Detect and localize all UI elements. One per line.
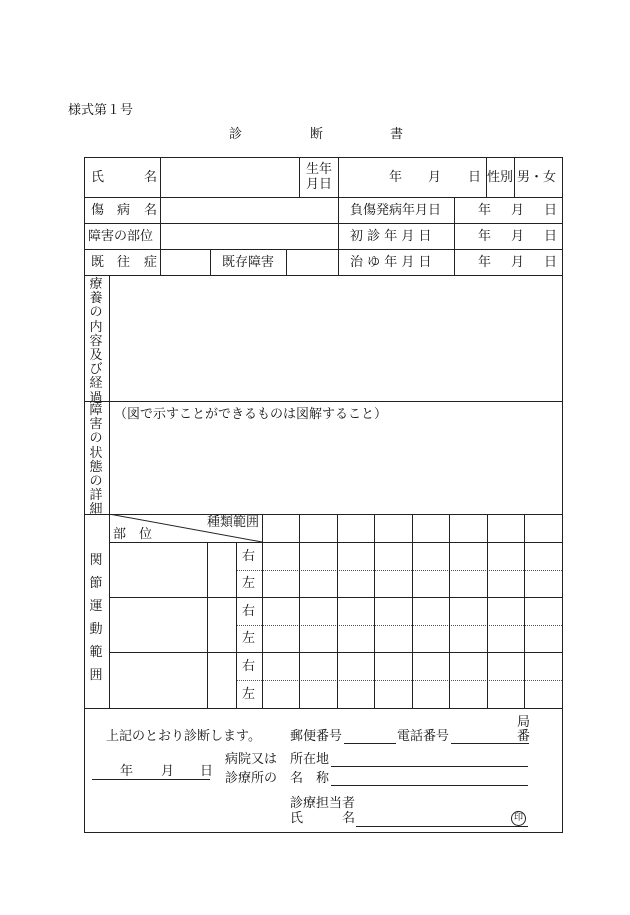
doctor-name-label-1: 氏 [290,811,304,826]
rom-col [449,514,450,708]
facility-name-label-1: 名 [290,771,304,786]
preexisting-label: 既存障害 [222,255,275,270]
rom-right-2: 右 [242,604,256,619]
birth-date-field[interactable] [339,158,485,196]
cell-divider [210,249,211,275]
rom-left-1: 左 [242,576,256,591]
injury-year-unit: 年 [478,203,492,218]
cure-year-unit: 年 [478,255,492,270]
preexisting-field[interactable] [287,250,337,274]
cure-day-unit: 日 [544,255,558,270]
cert-date-underline [92,779,210,780]
certification-statement: 上記のとおり診断します。 [106,729,261,744]
birth-month-unit: 月 [428,170,442,185]
row-divider [84,708,563,709]
treatment-label: 療 養 の 内 容 及 び 経 過 [89,277,103,406]
birth-label-2: 月日 [306,177,333,192]
rom-right-3: 右 [242,659,256,674]
birth-day-unit: 日 [468,170,482,185]
history-label-1: 既 [91,255,105,270]
cert-day-unit: 日 [200,764,214,779]
rom-dotted [236,570,562,571]
doctor-name-field[interactable] [356,810,506,826]
injury-date-label: 負傷発病年月日 [350,203,442,218]
rom-header-type: 種類範囲 [207,515,260,530]
injury-day-unit: 日 [544,203,558,218]
cert-date-field[interactable] [92,762,210,779]
diagnosis-field[interactable] [161,198,337,222]
title-char-3: 書 [390,127,404,142]
history-label-3: 症 [144,255,158,270]
disability-detail-label: 障 害 の 状 態 の 詳 細 [89,403,103,518]
disability-site-field[interactable] [161,224,337,248]
rom-col [412,514,413,708]
cert-month-unit: 月 [161,764,175,779]
rom-left-2: 左 [242,631,256,646]
cure-date-label: 治 ゆ 年 月 日 [350,255,432,270]
first-visit-month-unit: 月 [511,229,525,244]
hospital-label-1: 病院又は [225,752,278,767]
doctor-name-underline [356,826,528,827]
disability-note: （図で示すことができるものは図解すること） [114,407,388,422]
name-field[interactable] [161,158,298,196]
name-label-1: 氏 [91,170,105,185]
facility-name-field[interactable] [331,770,528,785]
address-underline [331,766,528,767]
rom-right-1: 右 [242,549,256,564]
rom-group-divider [109,597,563,598]
title-char-2: 断 [310,127,324,142]
form-number: 様式第１号 [68,103,134,118]
postal-label: 郵便番号 [290,729,343,744]
rom-label: 関 節 運 動 範 囲 [89,553,103,683]
history-label-2: 往 [117,255,131,270]
treatment-field[interactable] [110,276,561,400]
cure-month-unit: 月 [511,255,525,270]
hospital-label-2: 診療所の [225,771,278,786]
postal-underline [344,743,396,744]
birth-label-1: 生年 [306,162,333,177]
rom-col [207,542,208,708]
first-visit-day-unit: 日 [544,229,558,244]
sex-label: 性別 [487,170,514,185]
rom-col [524,514,525,708]
rom-col [236,542,237,708]
sex-option[interactable]: 男・女 [517,170,557,185]
medical-history-field[interactable] [161,250,209,274]
postal-code-field[interactable] [344,728,396,743]
phone-ban: 番 [517,729,531,744]
rom-col [374,514,375,708]
rom-col [299,514,300,708]
phone-kyoku: 局 [517,715,531,730]
cell-divider [514,157,515,197]
cert-year-unit: 年 [120,764,134,779]
diagnosis-label-3: 名 [144,203,158,218]
seal-icon: 印 [511,811,526,826]
row-divider [84,401,563,402]
address-label: 所在地 [290,752,330,767]
doctor-label: 診療担当者 [290,796,356,811]
injury-month-unit: 月 [511,203,525,218]
table-left-border [84,157,85,832]
rom-group-divider [109,652,563,653]
birth-year-unit: 年 [389,170,403,185]
table-bottom-border [84,832,563,833]
phone-label: 電話番号 [397,729,450,744]
title-char-1: 診 [229,127,243,142]
diagnosis-label-2: 病 [117,203,131,218]
name-label-2: 名 [144,170,158,185]
rom-col [262,514,263,708]
rom-col [337,514,338,708]
cell-divider [299,157,300,197]
rom-header-part: 部 位 [113,527,153,542]
disability-site-label: 障害の部位 [88,229,154,244]
facility-name-label-2: 称 [316,771,330,786]
table-right-border [562,157,563,832]
first-visit-label: 初 診 年 月 日 [350,229,432,244]
table-top-border [84,157,563,158]
disability-detail-field[interactable] [110,425,561,513]
rom-col [487,514,488,708]
doctor-name-label-2: 名 [342,811,356,826]
first-visit-year-unit: 年 [478,229,492,244]
address-field[interactable] [331,751,528,766]
rom-left-3: 左 [242,687,256,702]
diagnosis-label-1: 傷 [91,203,105,218]
rom-dotted [236,680,562,681]
facility-name-underline [331,785,528,786]
rom-dotted [236,625,562,626]
cell-divider [454,197,455,275]
